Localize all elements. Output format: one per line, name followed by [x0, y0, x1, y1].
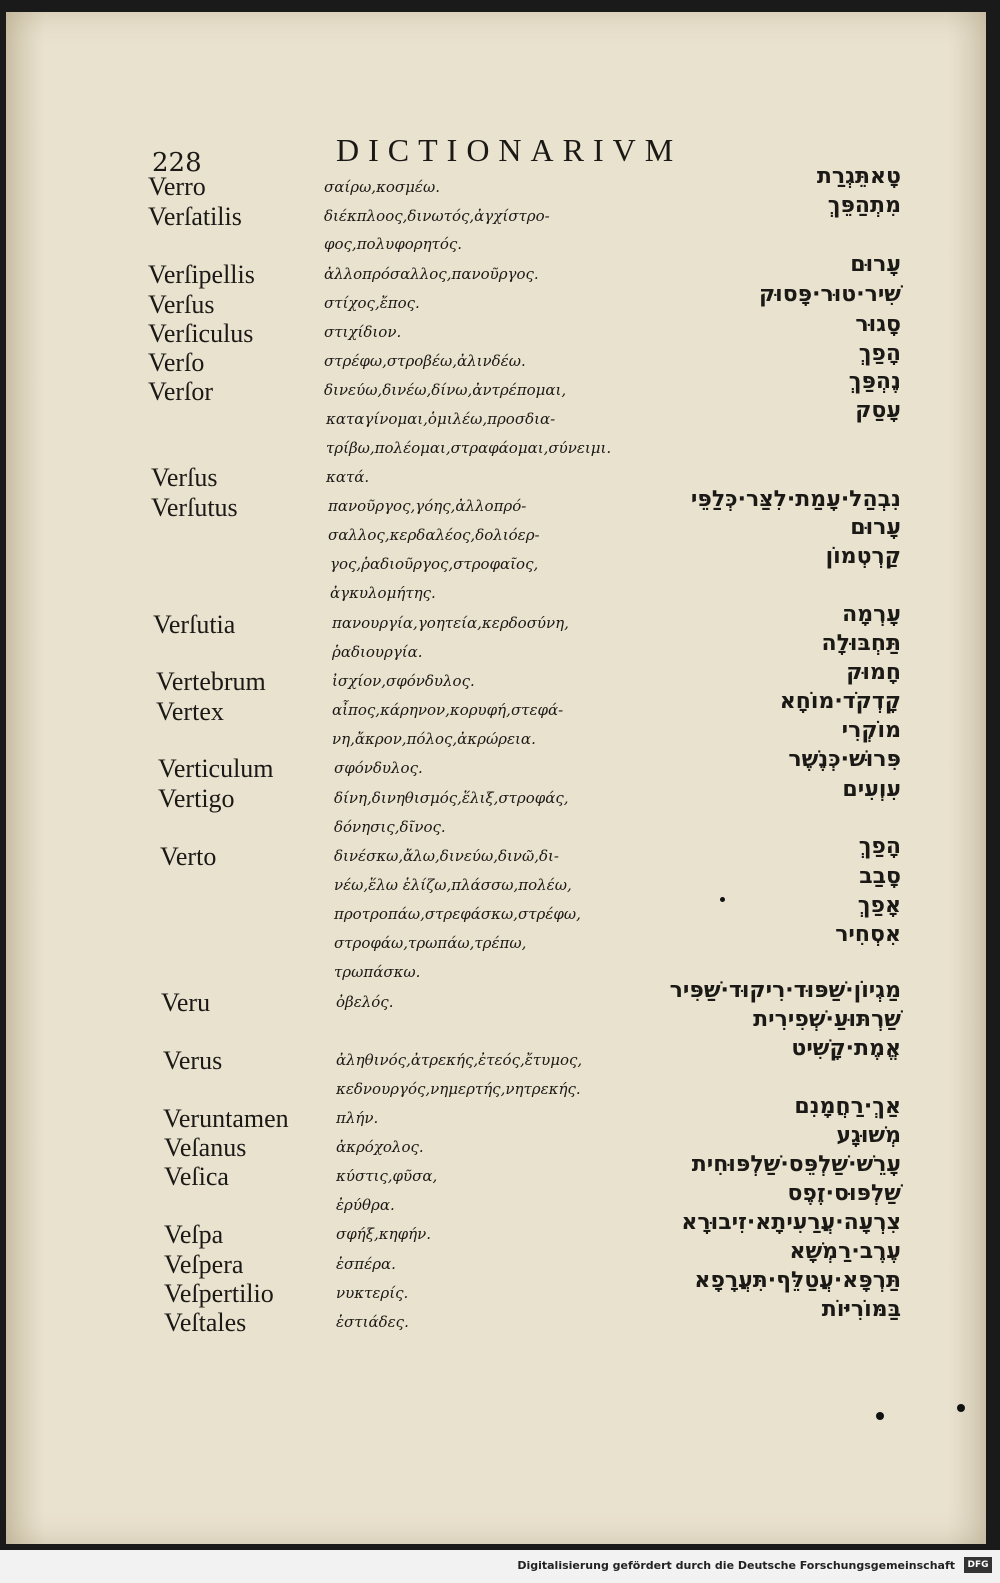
hebrew-gloss: הָפַךְ	[858, 341, 901, 366]
hebrew-gloss: נֶהְפַּךְ	[848, 369, 901, 394]
greek-gloss: σαίρω,κοσμέω.	[324, 178, 440, 196]
latin-headword: Verus	[163, 1046, 223, 1075]
hebrew-gloss: עָרְמָה	[842, 602, 901, 627]
greek-gloss: νέω,ἕλω ἑλίζω,πλάσσω,πολέω,	[334, 876, 572, 894]
greek-gloss: ἐρύθρα.	[336, 1196, 395, 1214]
greek-gloss: δίνη,δινηθισμός,ἕλιξ,στροφάς,	[334, 789, 569, 807]
greek-gloss: πλήν.	[336, 1109, 379, 1127]
latin-headword: Veſpa	[164, 1220, 224, 1249]
hebrew-gloss: נִבְהַל·עָמַת·לִצַּר·כְּלַפֵּי	[690, 487, 901, 512]
greek-gloss: δόνησις,δῖνος.	[334, 818, 446, 836]
latin-headword: Verſo	[148, 348, 205, 377]
hebrew-gloss: חָמוּק	[846, 660, 901, 685]
greek-gloss: στρέφω,στροβέω,ἀλινδέω.	[324, 352, 526, 370]
hebrew-gloss: שִׁיר·טוּר·פָּסוּק	[758, 282, 901, 307]
hebrew-gloss: צִרְעָה·עֲרַעִיתָא·זִיבוּרָא	[681, 1210, 901, 1235]
hebrew-gloss: אָפַךְ	[857, 893, 901, 918]
greek-gloss: ῥαδιουργία.	[332, 643, 423, 661]
hebrew-gloss: קָדְקֹד·מוֹחָא	[779, 689, 901, 714]
greek-gloss: ἀληθινός,ἀτρεκής,ἐτεός,ἔτυμος,	[336, 1051, 583, 1069]
greek-gloss: ἀγκυλομήτης.	[330, 584, 436, 602]
greek-gloss: σαλλος,κερδαλέος,δολιόερ-	[328, 526, 540, 544]
hebrew-gloss: אַךְ·רַחֲמָנִם	[794, 1094, 901, 1119]
dfg-logo: DFG	[964, 1557, 992, 1573]
greek-gloss: τρίβω,πολέομαι,στραφάομαι,σύνειμι.	[326, 439, 612, 457]
greek-gloss: ἀκρόχολος.	[336, 1138, 424, 1156]
latin-headword: Verro	[148, 172, 206, 201]
funding-credit: Digitalisierung gefördert durch die Deutsche Forschungsgemeinschaft	[517, 1559, 955, 1572]
hebrew-gloss: עָרוּם	[850, 252, 901, 277]
hebrew-gloss: תַּרְפָּא·עֲטַלֵּף·תִּעֲרָפָא	[694, 1268, 901, 1293]
latin-headword: Verſiculus	[148, 319, 254, 348]
greek-gloss: στροφάω,τρωπάω,τρέπω,	[334, 934, 527, 952]
hebrew-gloss: סָבַב	[859, 864, 901, 889]
latin-headword: Verticulum	[158, 754, 274, 783]
hebrew-gloss: עָרוּם	[850, 515, 901, 540]
greek-gloss: κατά.	[326, 468, 370, 486]
hebrew-gloss: קַרְטְמוֹן	[825, 544, 901, 569]
hebrew-gloss: מִתְהַפֵּךְ	[827, 193, 901, 218]
greek-gloss: ἑστιάδες.	[336, 1313, 409, 1331]
greek-gloss: σφήξ,κηφήν.	[336, 1225, 431, 1243]
latin-headword: Verſutus	[151, 493, 238, 522]
greek-gloss: ἑσπέρα.	[336, 1255, 396, 1273]
ink-dot	[720, 897, 725, 902]
latin-headword: Veru	[161, 988, 211, 1017]
hebrew-gloss: שַׁרְתּוּעַ·שְׁפִירִית	[753, 1007, 901, 1032]
ink-dot	[957, 1404, 965, 1412]
greek-gloss: γος,ῥαδιοῦργος,στροφαῖος,	[330, 555, 539, 573]
hebrew-gloss: עִוְעִים	[842, 777, 901, 802]
hebrew-gloss: מַגְיוֹן·שַׁפּוּד·רִיקוּד·שַׁפִּיר	[669, 978, 901, 1003]
hebrew-gloss: הָפַךְ	[858, 834, 901, 859]
latin-headword: Vertebrum	[156, 667, 266, 696]
latin-headword: Veruntamen	[163, 1104, 289, 1133]
latin-headword: Vertex	[156, 697, 224, 726]
hebrew-gloss: אִסְחִיר	[835, 922, 901, 947]
book-page	[6, 12, 986, 1544]
greek-gloss: δινεύω,δινέω,δίνω,ἀντρέπομαι,	[324, 381, 567, 399]
hebrew-gloss: עָסַק	[855, 398, 901, 423]
greek-gloss: νυκτερίς.	[336, 1284, 409, 1302]
greek-gloss: νη,ἄκρον,πόλος,ἀκρώρεια.	[332, 730, 536, 748]
hebrew-gloss: מוֹקְרִי	[841, 718, 901, 743]
latin-headword: Veſtales	[164, 1308, 247, 1337]
greek-gloss: στιχίδιον.	[324, 323, 402, 341]
greek-gloss: φος,πολυφορητός.	[324, 235, 463, 253]
hebrew-gloss: בַּמּוֹרִיּוֹת	[821, 1297, 901, 1322]
greek-gloss: διέκπλοος,δινωτός,ἀγχίστρο-	[324, 207, 550, 225]
latin-headword: Verſipellis	[148, 260, 255, 289]
latin-headword: Verſus	[151, 463, 218, 492]
latin-headword: Vertigo	[158, 784, 235, 813]
footer-bar	[0, 1550, 1000, 1583]
greek-gloss: σφόνδυλος.	[334, 759, 423, 777]
hebrew-gloss: עֶרֶב·רַמְשָׁא	[789, 1239, 901, 1264]
greek-gloss: ἰσχίον,σφόνδυλος.	[332, 672, 475, 690]
hebrew-gloss: תַּחְבּוּלָה	[821, 631, 901, 656]
latin-headword: Verſatilis	[148, 202, 242, 231]
greek-gloss: κεδνουργός,νημερτής,νητρεκής.	[336, 1080, 581, 1098]
greek-gloss: πανοῦργος,γόης,ἀλλοπρό-	[328, 497, 527, 515]
latin-headword: Verſutia	[153, 610, 236, 639]
greek-gloss: αἶπος,κάρηνον,κορυφή,στεφά-	[332, 701, 564, 719]
latin-headword: Veſpertilio	[164, 1279, 274, 1308]
latin-headword: Veſpera	[164, 1250, 244, 1279]
latin-headword: Verſus	[148, 290, 215, 319]
hebrew-gloss: אֱמֶת·קָשִׁיט	[791, 1036, 901, 1061]
greek-gloss: στίχος,ἔπος.	[324, 294, 420, 312]
greek-gloss: καταγίνομαι,ὁμιλέω,προσδια-	[326, 410, 556, 428]
hebrew-gloss: עָרֵשׁ·שַׁלְפֵּס·שַׁלְפּוּחִית	[691, 1152, 901, 1177]
hebrew-gloss: טָאתֵּגְרַת	[816, 164, 901, 189]
latin-headword: Verto	[160, 842, 217, 871]
greek-gloss: ὀβελός.	[336, 993, 394, 1011]
greek-gloss: δινέσκω,ἄλω,δινεύω,δινῶ,δι-	[334, 847, 559, 865]
greek-gloss: προτροπάω,στρεφάσκω,στρέφω,	[334, 905, 581, 923]
ink-dot	[876, 1412, 884, 1420]
latin-headword: Veſanus	[164, 1133, 247, 1162]
greek-gloss: πανουργία,γοητεία,κερδοσύνη,	[332, 614, 569, 632]
running-title: DICTIONARIVM	[336, 132, 683, 168]
greek-gloss: τρωπάσκω.	[334, 963, 421, 981]
hebrew-gloss: שַׁלְפּוּס·זֶפֶס	[787, 1181, 901, 1206]
latin-headword: Verſor	[148, 377, 213, 406]
page-number: 228	[152, 148, 202, 178]
hebrew-gloss: מְשׁוּגָע	[836, 1123, 901, 1148]
latin-headword: Veſica	[164, 1162, 229, 1191]
hebrew-gloss: סָגוּר	[855, 312, 901, 337]
greek-gloss: ἀλλοπρόσαλλος,πανοῦργος.	[324, 265, 539, 283]
hebrew-gloss: פִּרוּשׁ·כְּנֶשֶׁר	[788, 747, 901, 772]
greek-gloss: κύστις,φῦσα,	[336, 1167, 438, 1185]
